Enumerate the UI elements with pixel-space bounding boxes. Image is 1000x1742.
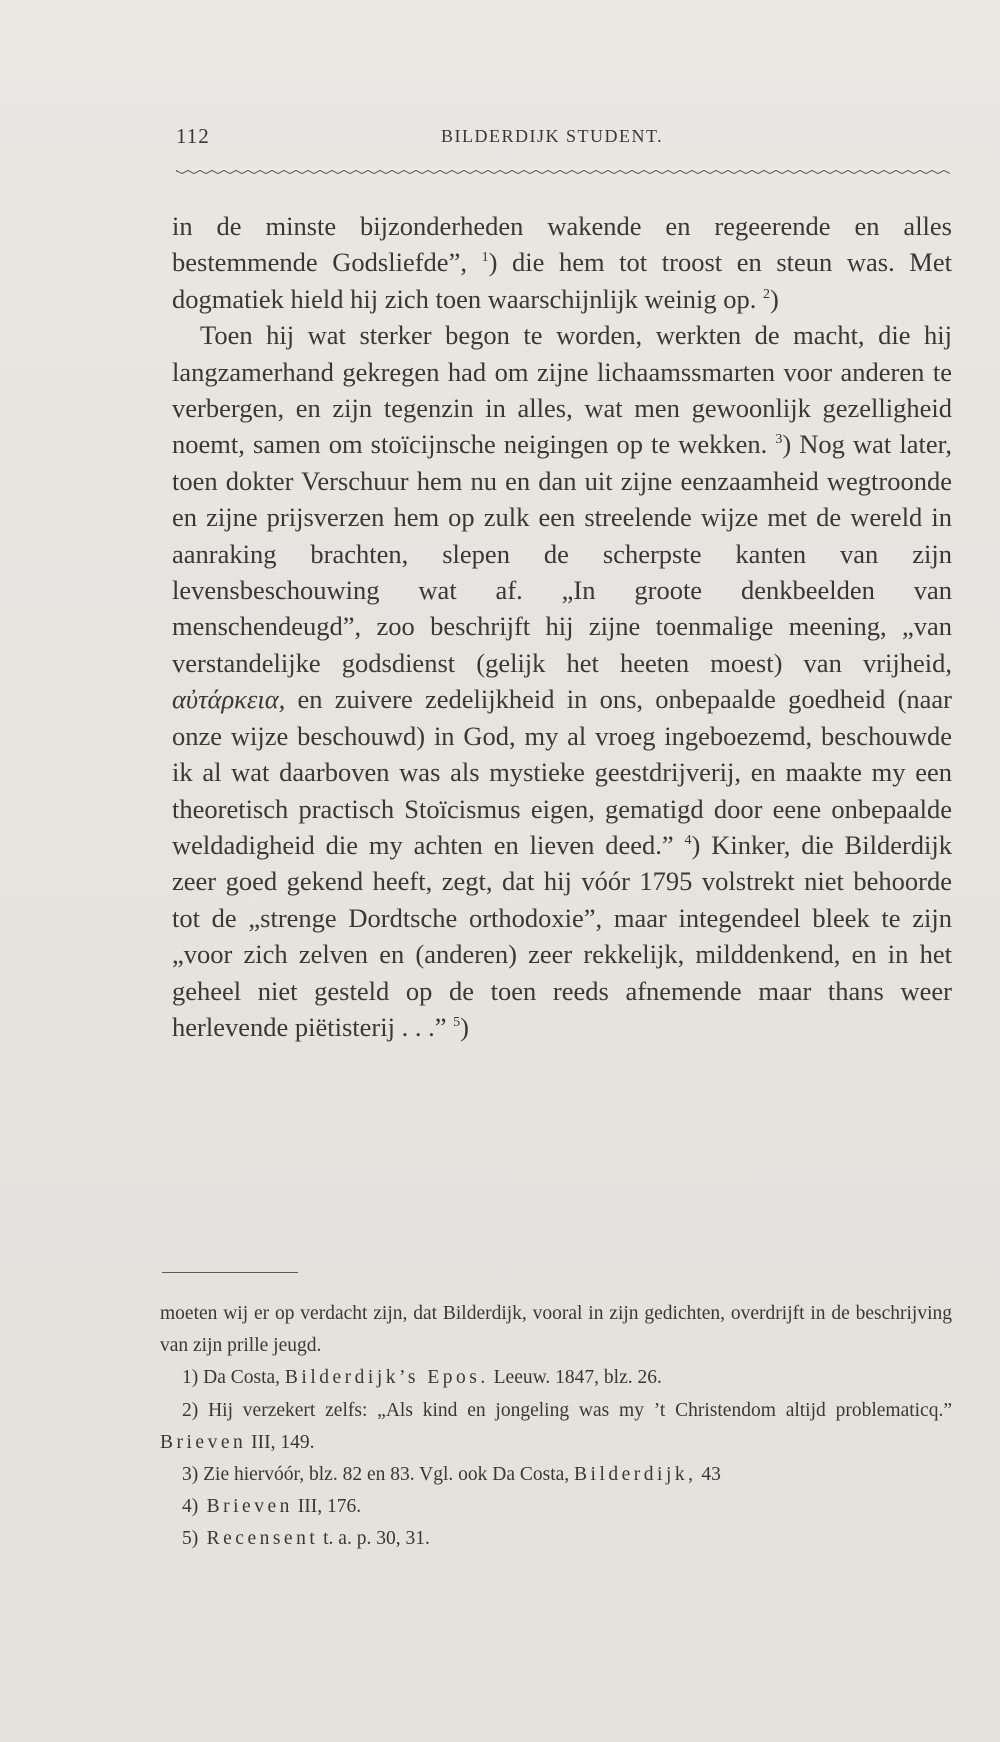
main-text bbox=[172, 208, 952, 1045]
footnote-ref-1: 1 bbox=[481, 250, 489, 266]
paragraph-1: in de minste bijzonderheden wakende en regeerende en alles bestemmende Godsliefde”, $^1$) die hem tot troost en steun was. Met dogmatiek hield hij zich toen waarschijnlijk weinig op. $^2$) bbox=[172, 211, 952, 314]
footnote-1: 1) Da Costa, Bilderdijk’s Epos. Leeuw. 1847, blz. 26. bbox=[182, 1367, 662, 1389]
greek-word: αὐτάρκεια, bbox=[172, 684, 286, 715]
footnote-continuation: moeten wij er op verdacht zijn, dat Bilderdijk, vooral in zijn gedichten, overdrijft in de beschrijving van zijn prille jeugd. bbox=[160, 1303, 952, 1357]
running-head: BILDERDIJK STUDENT. bbox=[441, 126, 664, 146]
page-number: 112 bbox=[176, 124, 210, 148]
footnote-ref-4: 4 bbox=[684, 833, 692, 849]
footnote-4: 4) Brieven III, 176. bbox=[182, 1496, 362, 1518]
wavy-header-rule bbox=[176, 166, 950, 178]
footnote-2: 2) Hij verzekert zelfs: „Als kind en jongeling was my ’t Christendom altijd problematicq.” Brieven III, 149. bbox=[160, 1399, 952, 1453]
footnotes bbox=[160, 1298, 952, 1556]
paragraph-2: Toen hij wat sterker begon te worden, werkten de macht, die hij langzamerhand gekregen had om zijne lichaamssmarten voor anderen te verbergen, en zijn tegenzin in alles, wat men gewoonlijk gezelligheid noemt, samen om stoïcijnsche neigingen op te wekken. $^3$) Nog wat later, toen dokter Verschuur hem nu en dan uit zijne eenzaamheid wegtroonde en zijne prijsverzen hem op zulk een streelende wijze met de wereld in aanraking brachten, slepen de scherpste kanten van zijn levensbeschouwing wat af. „In groote denkbeelden van menschendeugd”, zoo beschrijft hij zijne toenmalige meening, „van verstandelijke godsdienst (gelijk het heeten moest) van vrijheid, αὐτάρκεια, en zuivere zedelijkheid in ons, onbepaalde goedheid (naar onze wijze beschouwd) in God, my al vroeg ingeboezemd, beschouwde ik al wat daarboven was als mystieke geestdrijverij, en maakte my een theoretisch practisch Stoïcismus eigen, gematigd door eene onbepaalde weldadigheid die my achten en lieven deed.” $^4$) Kinker, die Bilderdijk zeer goed gekend heeft, zegt, dat hij vóór 1795 volstrekt niet behoorde tot de „strenge Dordtsche orthodoxie”, maar integendeel bleek te zijn „voor zich zelven en (anderen) zeer rekkelijk, milddenkend, en in het geheel niet gesteld op de toen reeds afnemende maar thans weer herlevende piëtisterij . . .” $^5$) bbox=[172, 320, 953, 1042]
page-header bbox=[176, 124, 950, 154]
footnote-3: 3) Zie hiervóór, blz. 82 en 83. Vgl. ook Da Costa, Bilderdijk, 43 bbox=[182, 1464, 721, 1486]
footnote-ref-2: 2 bbox=[762, 286, 770, 302]
footnote-ref-3: 3 bbox=[775, 432, 783, 448]
footnote-5: 5) Recensent t. a. p. 30, 31. bbox=[182, 1528, 430, 1550]
footnote-ref-5: 5 bbox=[453, 1015, 461, 1031]
footnote-separator bbox=[162, 1272, 298, 1273]
